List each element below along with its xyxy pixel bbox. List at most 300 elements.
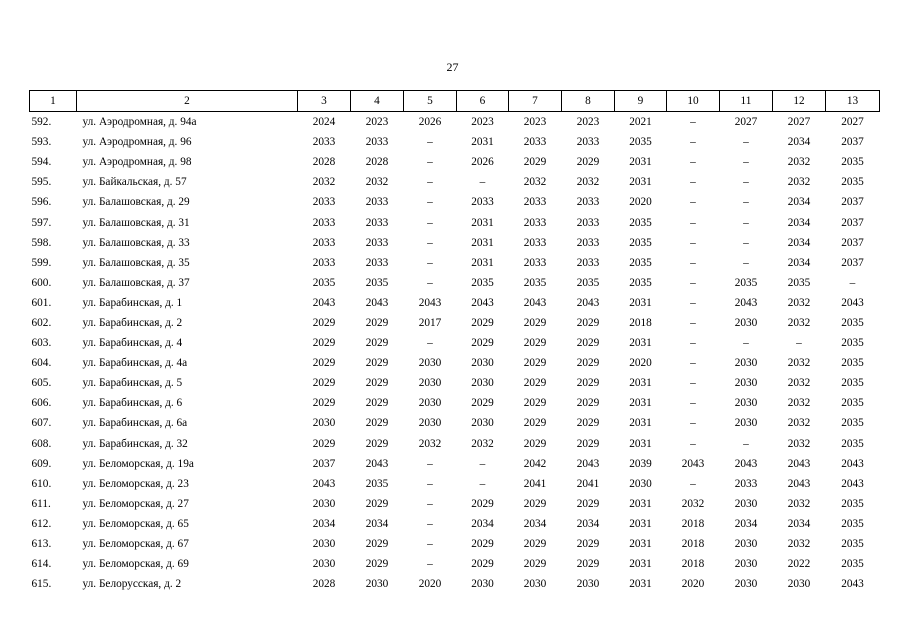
year-cell: 2033	[523, 136, 547, 149]
year-cell: 2033	[365, 196, 389, 209]
year-cell: –	[743, 236, 749, 249]
year-cell: 2030	[471, 377, 494, 390]
year-cell: 2035	[841, 316, 864, 329]
year-cell: 2029	[523, 397, 547, 410]
year-cell: 2033	[523, 196, 547, 209]
year-cell: –	[427, 156, 433, 169]
year-cell: 2043	[365, 457, 389, 470]
year-cell: 2031	[629, 437, 652, 450]
year-cell: 2043	[312, 477, 336, 490]
year-cell: 2033	[576, 256, 600, 269]
year-cell: 2018	[681, 558, 705, 571]
year-cell: 2027	[734, 116, 758, 129]
year-cell: 2029	[365, 316, 389, 329]
table-header-row	[30, 91, 880, 112]
year-cell: 2035	[841, 497, 864, 510]
year-cell: 2029	[576, 558, 600, 571]
year-cell: 2029	[365, 538, 389, 551]
row-number-cell: 615.	[31, 578, 52, 591]
table-row	[30, 413, 880, 433]
year-cell: 2028	[312, 578, 336, 591]
year-cell: 2043	[312, 296, 336, 309]
address-cell: ул. Балашовская, д. 31	[82, 216, 190, 229]
year-cell: 2035	[629, 136, 652, 149]
year-cell: 2031	[471, 136, 494, 149]
year-cell: 2035	[576, 276, 600, 289]
year-cell: 2026	[418, 116, 442, 129]
year-cell: –	[743, 256, 749, 269]
address-cell: ул. Барабинская, д. 2	[82, 316, 183, 329]
year-cell: 2032	[471, 437, 494, 450]
year-cell: 2034	[787, 256, 811, 269]
year-cell: 2043	[841, 477, 864, 490]
address-cell: ул. Балашовская, д. 37	[82, 276, 190, 289]
year-cell: 2029	[576, 538, 600, 551]
row-number-cell: 597.	[31, 216, 52, 229]
column-header-9: 9	[615, 91, 667, 112]
year-cell: –	[690, 236, 696, 249]
year-cell: 2034	[523, 517, 547, 530]
year-cell: 2029	[576, 417, 600, 430]
year-cell: 2029	[576, 337, 600, 350]
year-cell: 2034	[787, 136, 811, 149]
year-cell: –	[690, 397, 696, 410]
row-number-cell: 594.	[31, 156, 52, 169]
year-cell: 2042	[523, 457, 547, 470]
year-cell: 2018	[681, 538, 705, 551]
year-cell: 2030	[312, 538, 336, 551]
year-cell: –	[479, 477, 486, 490]
year-cell: 2029	[365, 417, 389, 430]
year-cell: 2029	[576, 316, 600, 329]
year-cell: 2034	[734, 517, 758, 530]
column-header-6: 6	[457, 91, 509, 112]
year-cell: 2032	[787, 538, 811, 551]
year-cell: 2032	[787, 417, 811, 430]
year-cell: 2037	[841, 256, 864, 269]
row-number-cell: 599.	[31, 256, 52, 269]
year-cell: –	[427, 176, 433, 189]
column-header-5: 5	[404, 91, 457, 112]
year-cell: 2030	[734, 538, 758, 551]
year-cell: –	[427, 337, 433, 350]
address-cell: ул. Барабинская, д. 6	[82, 397, 183, 410]
year-cell: 2043	[787, 477, 811, 490]
address-cell: ул. Балашовская, д. 35	[82, 256, 190, 269]
year-cell: 2032	[787, 156, 811, 169]
year-cell: 2017	[418, 316, 442, 329]
year-cell: 2033	[576, 136, 600, 149]
year-cell: 2030	[418, 417, 442, 430]
year-cell: 2030	[365, 578, 389, 591]
table-body	[30, 112, 880, 595]
year-cell: 2032	[787, 176, 811, 189]
year-cell: 2030	[734, 497, 758, 510]
year-cell: 2033	[734, 477, 758, 490]
address-cell: ул. Барабинская, д. 4	[82, 337, 183, 350]
year-cell: 2029	[471, 558, 494, 571]
row-number-cell: 602.	[31, 316, 52, 329]
year-cell: 2032	[787, 357, 811, 370]
year-cell: –	[849, 276, 856, 289]
year-cell: 2023	[523, 116, 547, 129]
year-cell: –	[690, 296, 696, 309]
column-header-4: 4	[351, 91, 404, 112]
year-cell: 2030	[418, 377, 442, 390]
table-row	[30, 172, 880, 192]
table-row	[30, 574, 880, 594]
year-cell: 2030	[312, 497, 336, 510]
year-cell: 2032	[523, 176, 547, 189]
year-cell: 2030	[629, 477, 652, 490]
row-number-cell: 598.	[31, 236, 52, 249]
year-cell: 2032	[681, 497, 705, 510]
year-cell: 2027	[841, 116, 864, 129]
year-cell: 2043	[576, 296, 600, 309]
year-cell: 2035	[312, 276, 336, 289]
year-cell: 2029	[576, 437, 600, 450]
year-cell: 2033	[365, 136, 389, 149]
row-number-cell: 595.	[31, 176, 52, 189]
address-cell: ул. Аэродромная, д. 96	[82, 136, 192, 149]
year-cell: 2032	[787, 296, 811, 309]
year-cell: 2041	[523, 477, 547, 490]
year-cell: 2032	[787, 397, 811, 410]
year-cell: 2031	[629, 417, 652, 430]
column-header-10: 10	[667, 91, 720, 112]
column-header-11: 11	[720, 91, 773, 112]
year-cell: –	[427, 136, 433, 149]
address-cell: ул. Барабинская, д. 5	[82, 377, 183, 390]
year-cell: 2031	[629, 377, 652, 390]
table-row	[30, 293, 880, 313]
year-cell: 2043	[365, 296, 389, 309]
table-row	[30, 514, 880, 534]
table-row	[30, 434, 880, 454]
data-table	[29, 90, 880, 594]
year-cell: –	[427, 196, 433, 209]
year-cell: 2030	[787, 578, 811, 591]
address-cell: ул. Барабинская, д. 6а	[82, 417, 188, 430]
column-header-13: 13	[826, 91, 880, 112]
year-cell: 2030	[471, 578, 494, 591]
year-cell: 2028	[312, 156, 336, 169]
row-number-cell: 592.	[31, 116, 52, 129]
year-cell: 2029	[576, 497, 600, 510]
table-row	[30, 534, 880, 554]
year-cell: –	[690, 196, 696, 209]
table-row	[30, 393, 880, 413]
year-cell: 2029	[471, 497, 494, 510]
year-cell: 2033	[365, 256, 389, 269]
row-number-cell: 603.	[31, 337, 52, 350]
year-cell: –	[427, 517, 433, 530]
year-cell: 2030	[734, 377, 758, 390]
column-header-8: 8	[562, 91, 615, 112]
table-row	[30, 112, 880, 133]
row-number-cell: 609.	[31, 457, 52, 470]
year-cell: 2035	[841, 437, 864, 450]
table-row	[30, 192, 880, 212]
year-cell: 2031	[629, 176, 652, 189]
address-cell: ул. Барабинская, д. 1	[82, 296, 183, 309]
year-cell: 2035	[841, 397, 864, 410]
year-cell: –	[427, 236, 433, 249]
year-cell: 2029	[312, 337, 336, 350]
address-cell: ул. Балашовская, д. 29	[82, 196, 190, 209]
year-cell: 2029	[523, 316, 547, 329]
address-cell: ул. Байкальская, д. 57	[82, 176, 187, 189]
page-number: 27	[446, 60, 459, 74]
year-cell: 2043	[787, 457, 811, 470]
year-cell: 2033	[523, 256, 547, 269]
year-cell: 2029	[471, 316, 494, 329]
year-cell: 2033	[312, 216, 336, 229]
row-number-cell: 613.	[31, 538, 52, 551]
year-cell: 2033	[576, 216, 600, 229]
year-cell: 2029	[312, 397, 336, 410]
year-cell: 2031	[629, 497, 652, 510]
year-cell: –	[690, 316, 696, 329]
year-cell: 2030	[576, 578, 600, 591]
year-cell: 2023	[471, 116, 494, 129]
year-cell: 2033	[471, 196, 494, 209]
table-row	[30, 132, 880, 152]
year-cell: 2018	[629, 316, 652, 329]
year-cell: –	[427, 457, 433, 470]
column-header-1: 1	[30, 91, 77, 112]
year-cell: 2035	[471, 276, 494, 289]
year-cell: –	[690, 417, 696, 430]
year-cell: 2035	[841, 417, 864, 430]
year-cell: –	[690, 156, 696, 169]
year-cell: 2031	[629, 296, 652, 309]
year-cell: 2043	[841, 457, 864, 470]
year-cell: 2033	[312, 236, 336, 249]
year-cell: 2035	[629, 256, 652, 269]
year-cell: 2031	[629, 558, 652, 571]
table-row	[30, 253, 880, 273]
table-row	[30, 152, 880, 172]
table-row	[30, 313, 880, 333]
year-cell: 2034	[787, 196, 811, 209]
column-header-7: 7	[509, 91, 562, 112]
year-cell: 2041	[576, 477, 600, 490]
year-cell: 2026	[471, 156, 494, 169]
table-row	[30, 353, 880, 373]
year-cell: 2033	[365, 236, 389, 249]
year-cell: –	[690, 256, 696, 269]
year-cell: 2020	[681, 578, 705, 591]
year-cell: –	[743, 136, 749, 149]
year-cell: 2022	[787, 558, 811, 571]
year-cell: 2034	[787, 216, 811, 229]
year-cell: 2033	[576, 196, 600, 209]
address-cell: ул. Беломорская, д. 23	[82, 477, 189, 490]
address-cell: ул. Балашовская, д. 33	[82, 236, 190, 249]
address-cell: ул. Барабинская, д. 32	[82, 437, 188, 450]
year-cell: 2035	[365, 477, 389, 490]
year-cell: 2039	[629, 457, 652, 470]
year-cell: –	[690, 477, 696, 490]
year-cell: 2029	[576, 357, 600, 370]
year-cell: 2029	[312, 316, 336, 329]
year-cell: 2029	[523, 417, 547, 430]
year-cell: 2043	[523, 296, 547, 309]
year-cell: 2029	[523, 558, 547, 571]
year-cell: 2043	[418, 296, 442, 309]
year-cell: 2043	[841, 578, 864, 591]
year-cell: 2037	[841, 216, 864, 229]
year-cell: 2029	[523, 437, 547, 450]
year-cell: 2034	[471, 517, 494, 530]
year-cell: 2043	[841, 296, 864, 309]
year-cell: 2031	[629, 578, 652, 591]
year-cell: 2032	[787, 316, 811, 329]
year-cell: –	[427, 276, 433, 289]
year-cell: 2029	[471, 538, 494, 551]
year-cell: 2030	[471, 357, 494, 370]
year-cell: 2031	[629, 538, 652, 551]
row-number-cell: 604.	[31, 357, 52, 370]
year-cell: –	[690, 377, 696, 390]
year-cell: –	[479, 457, 486, 470]
year-cell: –	[427, 216, 433, 229]
year-cell: 2035	[841, 558, 864, 571]
year-cell: –	[743, 337, 749, 350]
year-cell: 2029	[523, 538, 547, 551]
address-cell: ул. Аэродромная, д. 94а	[82, 116, 197, 129]
year-cell: 2029	[365, 437, 389, 450]
table-row	[30, 554, 880, 574]
year-cell: –	[690, 116, 696, 129]
year-cell: 2034	[312, 517, 336, 530]
year-cell: 2029	[523, 337, 547, 350]
year-cell: 2030	[734, 316, 758, 329]
year-cell: 2031	[629, 397, 652, 410]
year-cell: –	[690, 276, 696, 289]
year-cell: –	[743, 176, 749, 189]
year-cell: 2035	[841, 176, 864, 189]
year-cell: 2033	[365, 216, 389, 229]
year-cell: 2020	[629, 196, 652, 209]
row-number-cell: 605.	[31, 377, 52, 390]
row-number-cell: 608.	[31, 437, 52, 450]
year-cell: 2032	[787, 377, 811, 390]
year-cell: 2029	[576, 156, 600, 169]
year-cell: –	[743, 216, 749, 229]
year-cell: 2034	[787, 517, 811, 530]
year-cell: 2035	[841, 517, 864, 530]
year-cell: 2030	[418, 397, 442, 410]
row-number-cell: 610.	[31, 477, 52, 490]
table-row	[30, 273, 880, 293]
year-cell: 2029	[365, 497, 389, 510]
year-cell: 2030	[312, 417, 336, 430]
year-cell: 2031	[471, 236, 494, 249]
year-cell: –	[690, 136, 696, 149]
year-cell: –	[427, 558, 433, 571]
year-cell: 2033	[312, 196, 336, 209]
year-cell: 2023	[576, 116, 600, 129]
year-cell: 2035	[841, 377, 864, 390]
year-cell: 2027	[787, 116, 811, 129]
year-cell: 2032	[365, 176, 389, 189]
year-cell: 2032	[787, 497, 811, 510]
year-cell: 2029	[576, 377, 600, 390]
year-cell: 2033	[312, 136, 336, 149]
table-row	[30, 454, 880, 474]
year-cell: 2037	[312, 457, 336, 470]
year-cell: –	[743, 156, 749, 169]
row-number-cell: 614.	[31, 558, 52, 571]
year-cell: 2035	[629, 276, 652, 289]
year-cell: 2020	[629, 357, 652, 370]
year-cell: 2021	[629, 116, 652, 129]
year-cell: –	[690, 176, 696, 189]
column-header-2: 2	[77, 91, 298, 112]
year-cell: 2032	[312, 176, 336, 189]
address-cell: ул. Беломорская, д. 19а	[82, 457, 194, 470]
year-cell: 2029	[365, 357, 389, 370]
year-cell: –	[427, 497, 433, 510]
year-cell: 2033	[523, 236, 547, 249]
year-cell: 2030	[734, 417, 758, 430]
year-cell: 2037	[841, 236, 864, 249]
year-cell: 2031	[629, 337, 652, 350]
year-cell: 2030	[734, 397, 758, 410]
year-cell: 2035	[523, 276, 547, 289]
year-cell: 2037	[841, 196, 864, 209]
year-cell: –	[427, 538, 433, 551]
address-cell: ул. Беломорская, д. 27	[82, 497, 189, 510]
year-cell: 2030	[312, 558, 336, 571]
address-cell: ул. Беломорская, д. 69	[82, 558, 189, 571]
year-cell: –	[690, 216, 696, 229]
year-cell: 2034	[576, 517, 600, 530]
year-cell: 2031	[471, 216, 494, 229]
row-number-cell: 593.	[31, 136, 52, 149]
row-number-cell: 607.	[31, 417, 52, 430]
year-cell: 2030	[523, 578, 547, 591]
year-cell: 2024	[312, 116, 336, 129]
year-cell: –	[743, 437, 749, 450]
year-cell: –	[743, 196, 749, 209]
year-cell: 2035	[841, 156, 864, 169]
row-number-cell: 596.	[31, 196, 52, 209]
year-cell: 2043	[471, 296, 494, 309]
year-cell: 2032	[418, 437, 442, 450]
year-cell: 2029	[365, 377, 389, 390]
year-cell: 2043	[681, 457, 705, 470]
year-cell: –	[690, 357, 696, 370]
row-number-cell: 611.	[31, 497, 51, 510]
year-cell: 2043	[734, 296, 758, 309]
year-cell: 2029	[523, 357, 547, 370]
year-cell: 2033	[523, 216, 547, 229]
table-row	[30, 233, 880, 253]
year-cell: 2034	[787, 236, 811, 249]
year-cell: 2023	[365, 116, 389, 129]
address-cell: ул. Белорусская, д. 2	[82, 578, 182, 591]
year-cell: 2034	[365, 517, 389, 530]
year-cell: 2035	[841, 337, 864, 350]
row-number-cell: 601.	[31, 296, 52, 309]
year-cell: –	[796, 337, 802, 350]
table-row	[30, 373, 880, 393]
year-cell: 2043	[734, 457, 758, 470]
year-cell: 2032	[787, 437, 811, 450]
